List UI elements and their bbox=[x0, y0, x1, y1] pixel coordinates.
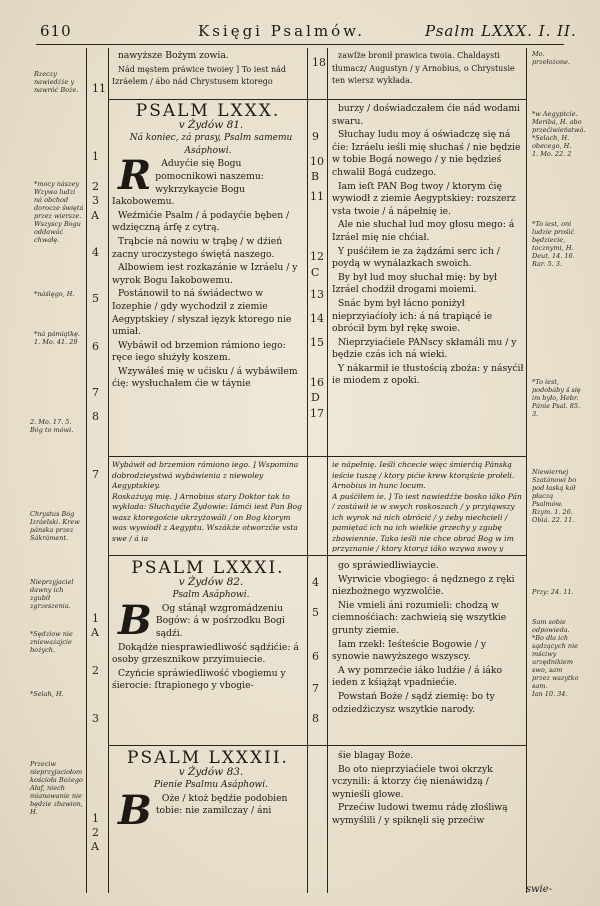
verse-number: 16 bbox=[310, 376, 324, 389]
margin-note-left: *Selah, H. bbox=[30, 690, 64, 698]
margin-note-left: Chrystus Bóg Izráelski. Krew pánska przez Sákráment. bbox=[30, 510, 80, 542]
left-margin-rule bbox=[86, 48, 87, 893]
margin-note-right: Niewiernej Szatánowi bo pod łaską kół płaczą Psalmów. Rzym. 1. 26. Obiá. 22. 11. bbox=[532, 468, 577, 524]
psalm-81-title-note: Psalm Asáphowi. bbox=[172, 590, 250, 601]
verse-number: 7 bbox=[312, 682, 319, 695]
verse-number: 11 bbox=[310, 190, 324, 203]
verse-letter: A bbox=[91, 626, 99, 639]
margin-note-left: *mocy nászey Wzywa ludzi ná obchod dorocze świętá przez wiersze. Wszyscy Bogu oddawáć chwałę. bbox=[34, 180, 84, 244]
running-reference: Psalm LXXX. I. II. bbox=[425, 22, 577, 40]
verse-number: 3 bbox=[92, 712, 99, 725]
psalm-82-source: v Żydów 83. bbox=[178, 765, 244, 778]
drop-cap: B bbox=[118, 786, 152, 834]
top-right-text: zawſże bronił prawica twoia. Chaldaysti tłumacz/ Augustyn / y Arnobius, o Chrystusie ten wiersz wykłada. bbox=[332, 51, 515, 86]
psalm-81-right-column: go spráwiedliwiaycie. Wyrwicie vbogiego: á nędznego z ręki niezbożnego wyzwolćie. Nie vmieli áni rozumieli: chodzą w ciemnośćiach: zachwieią się wszytkie grunty ziemie. Iam rzekł: Ieśteście Bogowie / y synowie nawyższego wszyscy. A wy pomrzećie iáko ludźie / á iáko ieden z kśiążąt vpadniećie. Powstań Boże / sądź ziemię: bo ty odziedźiczysz wszytkie narody. bbox=[332, 560, 515, 715]
margin-note-left: Rzeczy nawiedźże y nawróć Boże. bbox=[34, 70, 79, 94]
verse-number: 7 bbox=[92, 468, 99, 481]
verse-number: 2 bbox=[92, 826, 99, 839]
margin-note-left: *Sędziow nie znieważajcie bożych. bbox=[30, 630, 73, 654]
drop-cap: B bbox=[118, 596, 152, 644]
verse-number: 1 bbox=[92, 150, 99, 163]
verse-number: 7 bbox=[92, 386, 99, 399]
psalm-82-heading: PSALM LXXXII. bbox=[127, 750, 289, 768]
verse-number: 8 bbox=[92, 410, 99, 423]
section-rule-top bbox=[108, 99, 527, 100]
verse-letter: A bbox=[91, 209, 99, 222]
verse-number: 9 bbox=[312, 130, 319, 143]
page-number: 610 bbox=[40, 22, 72, 40]
psalm-81-source: v Żydów 82. bbox=[178, 575, 244, 588]
psalm-81-heading: PSALM LXXXI. bbox=[131, 560, 285, 578]
verse-number: 8 bbox=[312, 712, 319, 725]
verse-number: 4 bbox=[92, 246, 99, 259]
verse-number: 14 bbox=[310, 312, 324, 325]
section-rule-ps82 bbox=[108, 745, 527, 746]
header-rule bbox=[36, 44, 564, 45]
verse-letter: C bbox=[311, 266, 320, 279]
margin-note-right: *w Aegyptcie. Meribá, H. abo przećiwieństwá. *Selach, H. obecego, H. 1. Mo. 22. 2 bbox=[532, 110, 586, 158]
verse-number: 6 bbox=[92, 340, 99, 353]
psalm-80-heading: PSALM LXXX. bbox=[135, 103, 281, 121]
margin-note-left: 2. Mo. 17. 5. Bóg to mówi. bbox=[30, 418, 74, 434]
psalm-80-right-column: burzy / doświadczałem ćie nád wodami swaru. Słuchay ludu moy á oświadczę się ná ćie: Izráelu ieśli mię słuchaś / nie będzie w tobie Bogá nowego / y nie będzieś chwalił Bogá cudzego. Iam ieſt PAN Bog twoy / ktorym ćię wywiodł z ziemie Aegyptskiey: rozszerz vsta twoie / á nápełnię ie. Ale nie słuchał lud moy głosu mego: á Izráel mię nie chćiał. Y puśćiłem ie za żądzámi serc ich / poydą w wynálazkach swoich. By był lud moy słuchał mię: by był Izráel chodźił drogami moiemi. Snác bym był łácno poniżył nieprzyiaćioły ich: á ná trapiącé ie obrócił bym był rękę swoie. Nieprzyiaćiele PANscy skłamáli mu / y będzie czás ich ná wieki. Y nákarmił ie tłustością zboża: y násyćił ie miodem z opoki. bbox=[332, 103, 524, 387]
catchword: swie- bbox=[525, 884, 552, 895]
margin-note-left: *náśięgo, H. bbox=[34, 290, 75, 298]
verse-number: 17 bbox=[310, 407, 324, 420]
margin-note-right: Sam sobie odpowieda. *Bo dla ich sądzących nie mściwy urzędnikiem swo, sam przez wszytko sam. Ian 10. 34. bbox=[532, 618, 579, 698]
margin-note-right: *To iest, podobáby ś się im było, Hebr. Pánie Psal. 85. 3. bbox=[532, 378, 581, 418]
verse-number: 5 bbox=[312, 606, 319, 619]
margin-note-right: Mo. przełożone. bbox=[532, 50, 570, 66]
psalm-82-title-note: Pienie Psalmu Asáphowi. bbox=[154, 780, 268, 791]
verse-number: 2 bbox=[92, 664, 99, 677]
margin-note-right: *To iest, oni ludzie prośić będziecie, tocznymi, H. Deut. 14. 16. Rar. 5. 3. bbox=[532, 220, 575, 268]
section-rule-notes bbox=[108, 456, 527, 457]
psalm-80-title-note: Ná koniec, zá prasy, Psalm samemu Asáphowi. bbox=[129, 133, 293, 156]
verse-number: 2 bbox=[92, 180, 99, 193]
verse-number: 1 bbox=[92, 812, 99, 825]
psalm-80-notes-left: Wybáwił od brzemion rámiono iego. ] Wspomina dobrodzieystwá wybáwienia z niewoley Aegyptskiey. Roskażuyą mię. ] Arnobius stary Doktor tak to wykłada: Słuchayćie Żydowie: Iámći iest Pan Bog wasz ktoregoście ukrzyżowáli / on Bog ktorym was wywiodł z Aegyptu. Wszákże otworzćie vsta swe / á ia bbox=[112, 460, 302, 543]
margin-note-left: Przeciw nieprzyjaciołom kościoła Bożego Ałaf, niech mianowanie nie będzie zbawion, H. bbox=[30, 760, 83, 816]
verse-number: 3 bbox=[92, 194, 99, 207]
verse-letter: D bbox=[311, 391, 320, 404]
psalm-82-right-column: śie blagay Boże. Bo oto nieprzyiaćiele twoi okrzyk vczynili: á ktorzy ćię nienáwidzą / wynieśli glowe. Przećiw ludowi twemu rádę złośliwą wymyślili / y spiknęli się przećiw bbox=[332, 750, 508, 826]
verse-number: 12 bbox=[310, 250, 324, 263]
left-verse-rule bbox=[108, 48, 109, 893]
margin-note-left: *ná pámiątkę. 1. Mo. 41. 29 bbox=[34, 330, 80, 346]
section-rule-ps81 bbox=[108, 555, 527, 556]
verse-number: 13 bbox=[310, 288, 324, 301]
psalm-81-left-column: PSALM LXXXI. v Żydów 82. Psalm Asáphowi. B Og stánął wzgromádzeniu Bogów: á w pośrzodku Bogi sądźi. Dokądże niesprawiedliwość sądźićie: á osoby grzesznikow przyimuiecie. Czyńcie spráwiedliwość vbogiemu y śierocie: ſtrapionego y vbogie- bbox=[112, 560, 304, 742]
verse-number: 6 bbox=[312, 650, 319, 663]
psalm-82-left-column: PSALM LXXXII. v Żydów 83. Pienie Psalmu Asáphowi. B Oże / ktoż będźie podobien tobie: nie zamilczay / áni bbox=[112, 750, 304, 880]
verse-number: 11 bbox=[92, 82, 106, 95]
verse-letter: A bbox=[91, 840, 99, 853]
running-title: Księgi Psalmów. bbox=[198, 22, 365, 40]
verse-number: 15 bbox=[310, 336, 324, 349]
verse-number: 18 bbox=[312, 56, 326, 69]
psalm-80-source: v Żydów 81. bbox=[178, 118, 244, 131]
drop-cap: R bbox=[118, 152, 152, 200]
verse-number: 10 bbox=[310, 155, 324, 168]
right-margin-rule bbox=[526, 48, 527, 893]
top-left-text: nawyższe Bożym zowia. Nád męstem práwice twoiey ] To iest nád Izráelem / ábo nád Chrystusem ktorego bbox=[112, 50, 286, 87]
center-rule-1 bbox=[307, 48, 308, 893]
verse-number: 1 bbox=[92, 612, 99, 625]
margin-note-left: Nieprzyjaciel dawny ich zgubił zgrzeszenia. bbox=[30, 578, 74, 610]
verse-number: 4 bbox=[312, 576, 319, 589]
verse-number: 5 bbox=[92, 292, 99, 305]
margin-note-right: Przy: 24. 11. bbox=[532, 588, 574, 596]
center-rule-2 bbox=[327, 48, 328, 893]
psalm-80-left-column: PSALM LXXX. v Żydów 81. Ná koniec, zá prasy, Psalm samemu Asáphowi. R Aduyćie się Bogu pomocnikowi naszemu: wykrzykaycie Bogu Iakobowemu. Weźmićie Psalm / á podayćie bęben / wdzięczną árfę z cytrą. Trąbcie ná nowiu w trąbę / w dźień zacny uroczystego świętá naszego. Albowiem iest rozkazánie w Izráelu / y wyrok Bogu Iakobowemu. Postánowił to ná świádectwo w Iozephie / gdy wychodził z ziemie Aegyptskiey / słyszał ięzyk ktorego nie umiał. Wybáwił od brzemion rámiono iego: ręce iego służyły koszem. Wzywáłeś mię w ućisku / á wybáwiłem ćię: wysłuchałem ćie w táynie bbox=[112, 103, 304, 453]
verse-letter: B bbox=[311, 170, 320, 183]
psalm-80-notes-right: ie nápełnię. Ieśli chcecie więc śmierćią Pánską ieście tuszę / ktory pićie krew ktorąście prołeli. Arnobius in hunc locum. A puśćiłem ie. ] To iest nawiedźże bosko iáko Pán / zostáwił ie w swych roskoszach / y przyiąwszy ich wyrok ná nich obrócić / y żeby niechcieli / pamiętać ich na ich wielkie grzechy y zgubę zbawiennie. Tako ieśli nie chce obrać Bog w im przyznanie / ktory ktoryż iáko wzywa swoy y bbox=[332, 460, 522, 552]
